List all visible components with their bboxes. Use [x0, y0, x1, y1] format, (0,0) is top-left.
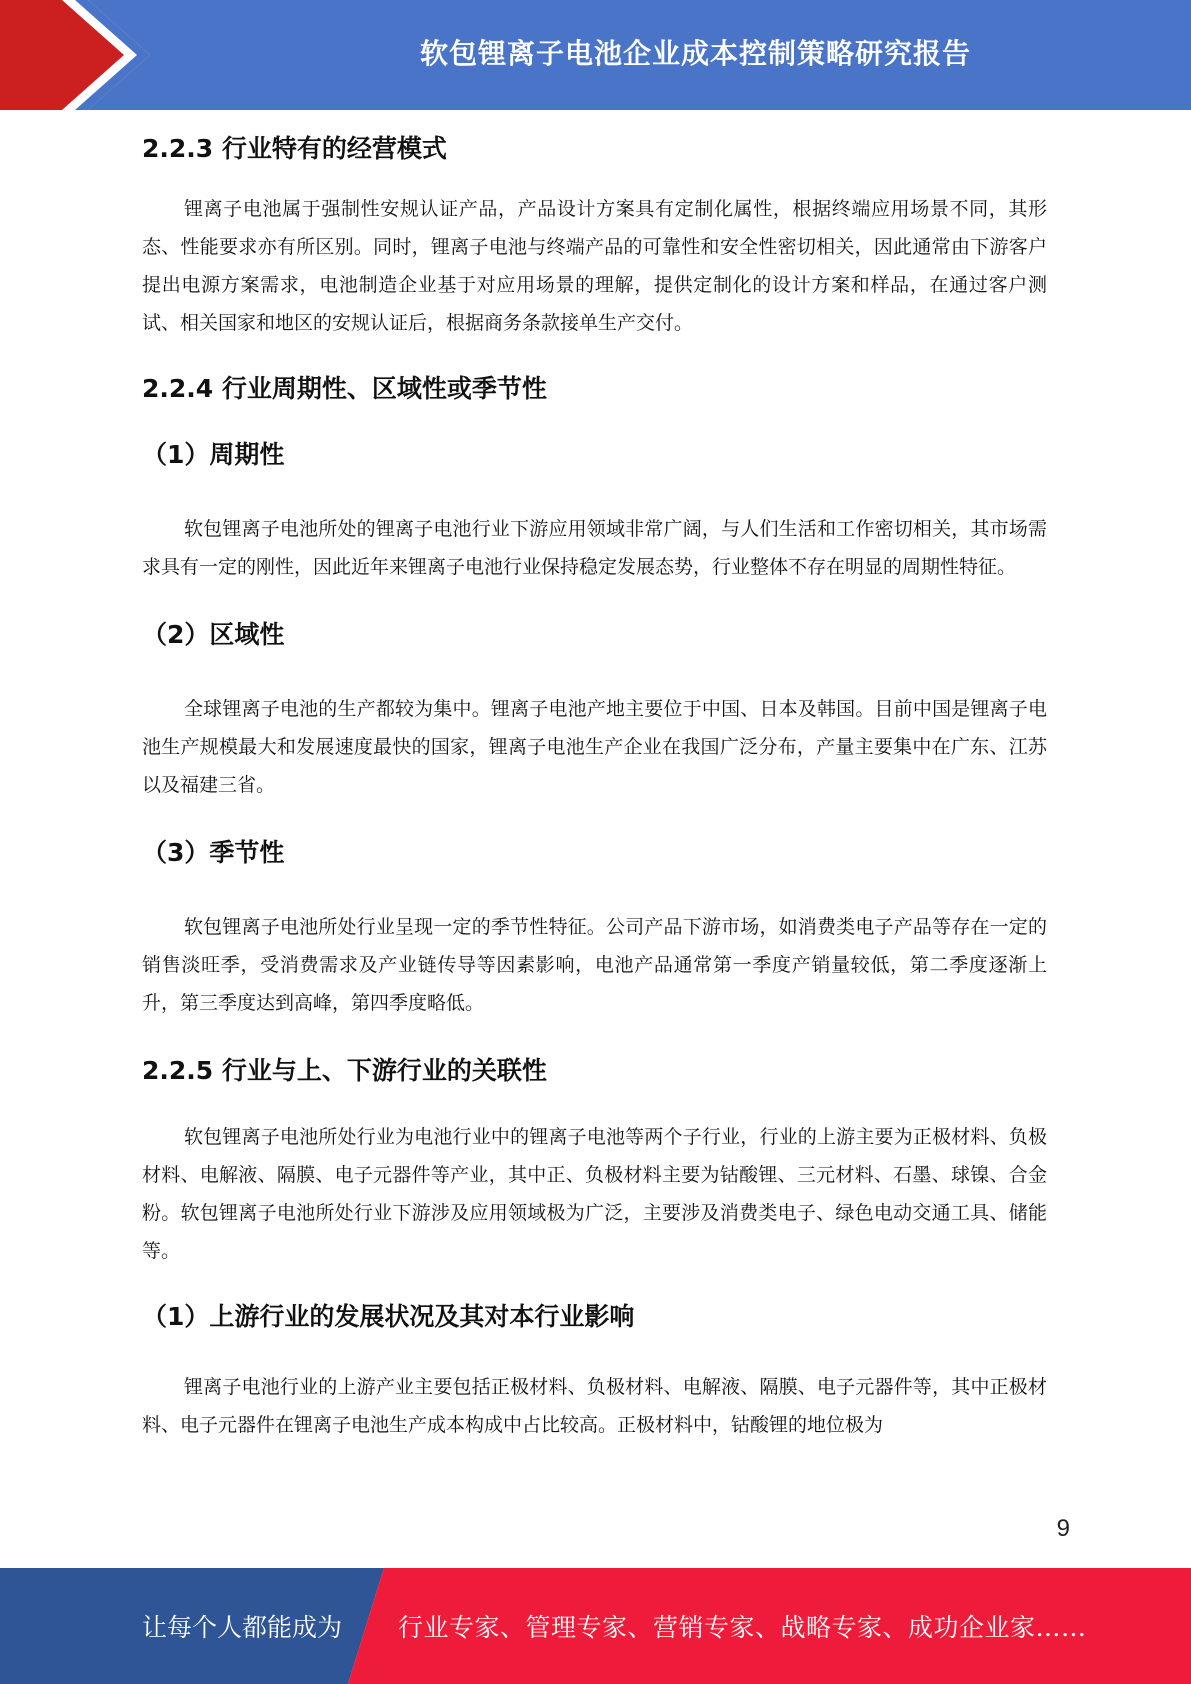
section-paragraph: 软包锂离子电池所处行业为电池行业中的锂离子电池等两个子行业，行业的上游主要为正极材料、负极材料、电解液、隔膜、电子元器件等产业，其中正、负极材料主要为钴酸锂、三元材料、石墨、球镍、合金粉。软包锂离子电池所处行业下游涉及应用领域极为广泛，主要涉及消费类电子、绿色电动交通工具、储能等。 [142, 1126, 1047, 1262]
page-header [0, 0, 1191, 110]
subsection-heading: （1）上游行业的发展状况及其对本行业影响 [142, 1302, 635, 1331]
section-2-2-4 [142, 368, 1047, 1022]
footer-slogan-left: 让每个人都能成为 [142, 1613, 343, 1642]
subsection-heading: （3）季节性 [142, 838, 285, 867]
section-paragraph: 锂离子电池属于强制性安规认证产品，产品设计方案具有定制化属性，根据终端应用场景不同，其形态、性能要求亦有所区别。同时，锂离子电池与终端产品的可靠性和安全性密切相关，因此通常由下游客户提出电源方案需求，电池制造企业基于对应用场景的理解，提供定制化的设计方案和样品，在通过客户测试、相关国家和地区的安规认证后，根据商务条款接单生产交付。 [142, 198, 1047, 334]
subsection-paragraph: 全球锂离子电池的生产都较为集中。锂离子电池产地主要位于中国、日本及韩国。目前中国是锂离子电池生产规模最大和发展速度最快的国家，锂离子电池生产企业在我国广泛分布，产量主要集中在广东、江苏以及福建三省。 [142, 698, 1047, 796]
subsection-paragraph: 软包锂离子电池所处行业呈现一定的季节性特征。公司产品下游市场，如消费类电子产品等存在一定的销售淡旺季，受消费需求及产业链传导等因素影响，电池产品通常第一季度产销量较低，第二季度逐渐上升，第三季度达到高峰，第四季度略低。 [142, 916, 1047, 1014]
section-heading: 2.2.3 行业特有的经营模式 [142, 134, 447, 163]
report-title: 软包锂离子电池企业成本控制策略研究报告 [419, 37, 971, 70]
subsection-paragraph: 锂离子电池行业的上游产业主要包括正极材料、负极材料、电解液、隔膜、电子元器件等，其中正极材料、电子元器件在锂离子电池生产成本构成中占比较高。正极材料中，钴酸锂的地位极为 [142, 1376, 1047, 1436]
page-footer [0, 1568, 1191, 1684]
page-number: 9 [1056, 1515, 1070, 1542]
footer-slogan-right: 行业专家、管理专家、营销专家、战略专家、成功企业家…… [398, 1613, 1087, 1642]
subsection-heading: （2）区域性 [142, 620, 285, 649]
subsection-paragraph: 软包锂离子电池所处的锂离子电池行业下游应用领域非常广阔，与人们生活和工作密切相关，其市场需求具有一定的刚性，因此近年来锂离子电池行业保持稳定发展态势，行业整体不存在明显的周期性特征。 [142, 518, 1047, 578]
section-heading: 2.2.5 行业与上、下游行业的关联性 [142, 1056, 547, 1085]
document-body [142, 128, 1047, 1444]
subsection-cyclicality [142, 434, 1047, 586]
subsection-heading: （1）周期性 [142, 440, 285, 469]
header-chevron-decoration [0, 0, 150, 110]
subsection-regionality [142, 614, 1047, 804]
section-2-2-5 [142, 1050, 1047, 1444]
section-heading: 2.2.4 行业周期性、区域性或季节性 [142, 374, 547, 403]
subsection-seasonality [142, 832, 1047, 1022]
subsection-upstream [142, 1296, 1047, 1444]
section-2-2-3 [142, 128, 1047, 342]
